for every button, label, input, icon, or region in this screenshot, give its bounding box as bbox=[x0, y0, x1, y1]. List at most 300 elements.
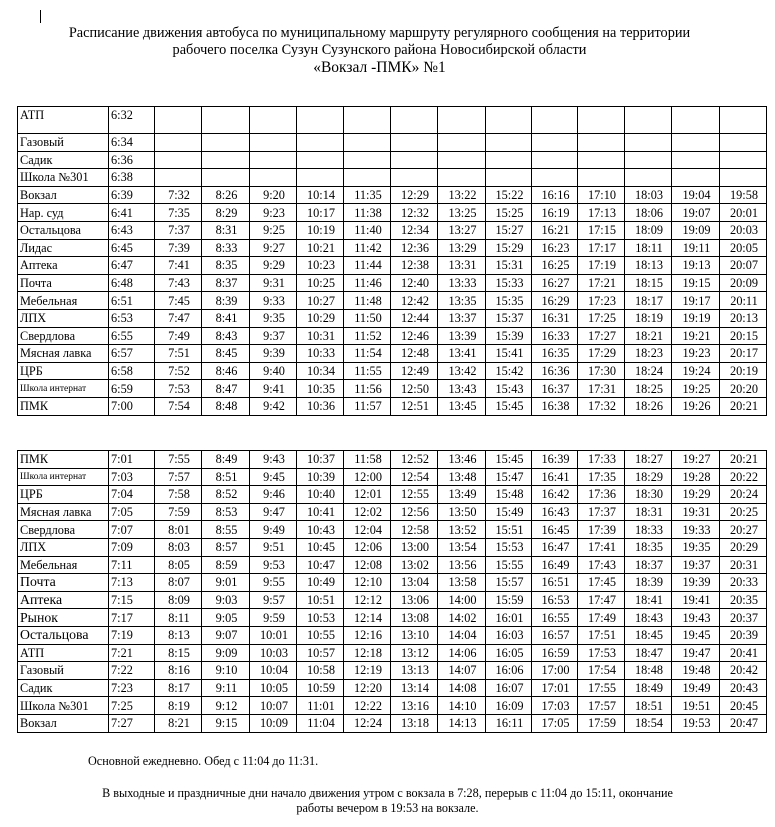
empty-cell bbox=[250, 151, 297, 169]
departure-time: 11:44 bbox=[344, 257, 391, 275]
empty-cell bbox=[202, 134, 250, 152]
departure-time: 13:29 bbox=[438, 239, 486, 257]
departure-time: 17:10 bbox=[578, 186, 625, 204]
departure-time: 11:46 bbox=[344, 274, 391, 292]
empty-cell bbox=[486, 134, 532, 152]
departure-time: 10:14 bbox=[297, 186, 344, 204]
table-row bbox=[18, 521, 767, 539]
departure-time: 7:52 bbox=[155, 362, 202, 380]
departure-time: 18:24 bbox=[625, 362, 672, 380]
departure-time: 16:39 bbox=[532, 451, 578, 469]
departure-time: 16:36 bbox=[532, 362, 578, 380]
departure-time: 9:41 bbox=[250, 380, 297, 398]
departure-time: 8:16 bbox=[155, 662, 202, 680]
stop-name: ПМК bbox=[18, 397, 109, 415]
departure-time: 20:21 bbox=[720, 451, 767, 469]
departure-time: 9:12 bbox=[202, 697, 250, 715]
departure-time: 10:01 bbox=[250, 626, 297, 644]
departure-time: 13:48 bbox=[438, 468, 486, 486]
departure-time: 9:31 bbox=[250, 274, 297, 292]
empty-cell bbox=[202, 151, 250, 169]
departure-time: 20:20 bbox=[720, 380, 767, 398]
departure-time: 18:45 bbox=[625, 626, 672, 644]
departure-time: 11:50 bbox=[344, 309, 391, 327]
empty-cell bbox=[438, 169, 486, 187]
departure-time: 19:09 bbox=[672, 221, 720, 239]
departure-time: 10:43 bbox=[297, 521, 344, 539]
departure-time: 12:18 bbox=[344, 644, 391, 662]
departure-time: 12:12 bbox=[344, 591, 391, 609]
departure-time: 6:59 bbox=[109, 380, 155, 398]
departure-time: 19:47 bbox=[672, 644, 720, 662]
table-row bbox=[18, 451, 767, 469]
departure-time: 19:37 bbox=[672, 556, 720, 574]
table-row bbox=[18, 609, 767, 627]
departure-time: 7:01 bbox=[109, 451, 155, 469]
departure-time: 15:25 bbox=[486, 204, 532, 222]
departure-time: 8:51 bbox=[202, 468, 250, 486]
outbound-timetable bbox=[17, 106, 767, 416]
departure-time: 8:52 bbox=[202, 486, 250, 504]
departure-time: 13:22 bbox=[438, 186, 486, 204]
departure-time: 9:43 bbox=[250, 451, 297, 469]
table-row bbox=[18, 662, 767, 680]
empty-cell bbox=[155, 169, 202, 187]
departure-time: 18:43 bbox=[625, 609, 672, 627]
departure-time: 8:11 bbox=[155, 609, 202, 627]
departure-time: 11:55 bbox=[344, 362, 391, 380]
stop-name: Садик bbox=[18, 679, 109, 697]
departure-time: 17:55 bbox=[578, 679, 625, 697]
empty-cell bbox=[720, 169, 767, 187]
departure-time: 6:45 bbox=[109, 239, 155, 257]
departure-time: 13:35 bbox=[438, 292, 486, 310]
departure-time: 9:57 bbox=[250, 591, 297, 609]
departure-time: 17:47 bbox=[578, 591, 625, 609]
stop-name: Аптека bbox=[18, 257, 109, 275]
departure-time: 12:56 bbox=[391, 503, 438, 521]
departure-time: 12:40 bbox=[391, 274, 438, 292]
departure-time: 19:21 bbox=[672, 327, 720, 345]
stop-name: Мебельная bbox=[18, 292, 109, 310]
departure-time: 14:07 bbox=[438, 662, 486, 680]
departure-time: 17:05 bbox=[532, 714, 578, 732]
departure-time: 18:31 bbox=[625, 503, 672, 521]
stop-name: Вокзал bbox=[18, 186, 109, 204]
departure-time: 8:55 bbox=[202, 521, 250, 539]
departure-time: 7:57 bbox=[155, 468, 202, 486]
departure-time: 12:44 bbox=[391, 309, 438, 327]
empty-cell bbox=[155, 151, 202, 169]
departure-time: 7:58 bbox=[155, 486, 202, 504]
departure-time: 16:27 bbox=[532, 274, 578, 292]
table-row bbox=[18, 134, 767, 152]
empty-cell bbox=[672, 134, 720, 152]
departure-time: 15:29 bbox=[486, 239, 532, 257]
departure-time: 12:02 bbox=[344, 503, 391, 521]
stop-name: Остальцова bbox=[18, 626, 109, 644]
departure-time: 18:26 bbox=[625, 397, 672, 415]
stop-name: Мебельная bbox=[18, 556, 109, 574]
departure-time: 20:11 bbox=[720, 292, 767, 310]
table-row bbox=[18, 221, 767, 239]
departure-time: 12:58 bbox=[391, 521, 438, 539]
departure-time: 20:35 bbox=[720, 591, 767, 609]
departure-time: 16:31 bbox=[532, 309, 578, 327]
departure-time: 7:09 bbox=[109, 538, 155, 556]
departure-time: 11:54 bbox=[344, 345, 391, 363]
departure-time: 15:45 bbox=[486, 451, 532, 469]
departure-time: 9:51 bbox=[250, 538, 297, 556]
departure-time: 17:21 bbox=[578, 274, 625, 292]
table-row bbox=[18, 186, 767, 204]
departure-time: 12:20 bbox=[344, 679, 391, 697]
departure-time: 20:03 bbox=[720, 221, 767, 239]
departure-time: 18:19 bbox=[625, 309, 672, 327]
title-line-1: Расписание движения автобуса по муниципальному маршруту регулярного сообщения на территории bbox=[68, 25, 691, 41]
table-row bbox=[18, 644, 767, 662]
departure-time: 7:25 bbox=[109, 697, 155, 715]
departure-time: 18:41 bbox=[625, 591, 672, 609]
stop-name: Школа №301 bbox=[18, 697, 109, 715]
departure-time: 18:33 bbox=[625, 521, 672, 539]
departure-time: 19:49 bbox=[672, 679, 720, 697]
departure-time: 19:41 bbox=[672, 591, 720, 609]
departure-time: 17:37 bbox=[578, 503, 625, 521]
departure-time: 10:57 bbox=[297, 644, 344, 662]
departure-time: 13:39 bbox=[438, 327, 486, 345]
departure-time: 7:27 bbox=[109, 714, 155, 732]
departure-time: 12:55 bbox=[391, 486, 438, 504]
departure-time: 10:39 bbox=[297, 468, 344, 486]
departure-time: 20:39 bbox=[720, 626, 767, 644]
departure-time: 20:21 bbox=[720, 397, 767, 415]
departure-time: 8:49 bbox=[202, 451, 250, 469]
stop-name: Садик bbox=[18, 151, 109, 169]
departure-time: 15:48 bbox=[486, 486, 532, 504]
stop-name: Школа интернат bbox=[18, 380, 109, 398]
departure-time: 10:40 bbox=[297, 486, 344, 504]
table-row bbox=[18, 380, 767, 398]
stop-name: Свердлова bbox=[18, 327, 109, 345]
departure-time: 7:59 bbox=[155, 503, 202, 521]
table-row bbox=[18, 538, 767, 556]
departure-time: 17:49 bbox=[578, 609, 625, 627]
departure-time: 12:01 bbox=[344, 486, 391, 504]
departure-time: 8:59 bbox=[202, 556, 250, 574]
departure-time: 18:54 bbox=[625, 714, 672, 732]
daily-note: Основной ежедневно. Обед с 11:04 до 11:31. bbox=[88, 754, 319, 768]
departure-time: 10:29 bbox=[297, 309, 344, 327]
departure-time: 7:54 bbox=[155, 397, 202, 415]
departure-time: 17:57 bbox=[578, 697, 625, 715]
departure-time: 12:36 bbox=[391, 239, 438, 257]
departure-time: 7:19 bbox=[109, 626, 155, 644]
departure-time: 18:51 bbox=[625, 697, 672, 715]
departure-time: 8:46 bbox=[202, 362, 250, 380]
departure-time: 17:15 bbox=[578, 221, 625, 239]
departure-time: 10:04 bbox=[250, 662, 297, 680]
stop-name: ЛПХ bbox=[18, 309, 109, 327]
departure-time: 19:58 bbox=[720, 186, 767, 204]
stop-name: Школа интернат bbox=[18, 468, 109, 486]
departure-time: 12:16 bbox=[344, 626, 391, 644]
departure-time: 19:26 bbox=[672, 397, 720, 415]
departure-time: 15:35 bbox=[486, 292, 532, 310]
departure-time: 10:21 bbox=[297, 239, 344, 257]
departure-time: 16:37 bbox=[532, 380, 578, 398]
departure-time: 7:15 bbox=[109, 591, 155, 609]
departure-time: 18:03 bbox=[625, 186, 672, 204]
departure-time: 7:45 bbox=[155, 292, 202, 310]
table-row bbox=[18, 591, 767, 609]
departure-time: 12:54 bbox=[391, 468, 438, 486]
departure-time: 10:31 bbox=[297, 327, 344, 345]
departure-time: 17:51 bbox=[578, 626, 625, 644]
departure-time: 10:23 bbox=[297, 257, 344, 275]
departure-time: 17:30 bbox=[578, 362, 625, 380]
departure-time: 17:01 bbox=[532, 679, 578, 697]
departure-time: 10:55 bbox=[297, 626, 344, 644]
departure-time: 18:17 bbox=[625, 292, 672, 310]
departure-time: 20:42 bbox=[720, 662, 767, 680]
departure-time: 10:35 bbox=[297, 380, 344, 398]
departure-time: 19:07 bbox=[672, 204, 720, 222]
departure-time: 18:15 bbox=[625, 274, 672, 292]
departure-time: 7:43 bbox=[155, 274, 202, 292]
empty-cell bbox=[625, 151, 672, 169]
departure-time: 16:07 bbox=[486, 679, 532, 697]
departure-time: 13:25 bbox=[438, 204, 486, 222]
departure-time: 18:13 bbox=[625, 257, 672, 275]
table-row bbox=[18, 169, 767, 187]
departure-time: 18:25 bbox=[625, 380, 672, 398]
departure-time: 10:59 bbox=[297, 679, 344, 697]
departure-time: 11:42 bbox=[344, 239, 391, 257]
stop-name: ЛПХ bbox=[18, 538, 109, 556]
departure-time: 7:07 bbox=[109, 521, 155, 539]
departure-time: 9:55 bbox=[250, 574, 297, 592]
departure-time: 8:43 bbox=[202, 327, 250, 345]
departure-time: 13:46 bbox=[438, 451, 486, 469]
departure-time: 16:41 bbox=[532, 468, 578, 486]
departure-time: 17:25 bbox=[578, 309, 625, 327]
departure-time: 13:06 bbox=[391, 591, 438, 609]
departure-time: 8:47 bbox=[202, 380, 250, 398]
departure-time: 12:22 bbox=[344, 697, 391, 715]
departure-time: 15:43 bbox=[486, 380, 532, 398]
departure-time: 7:00 bbox=[109, 397, 155, 415]
departure-time: 12:49 bbox=[391, 362, 438, 380]
departure-time: 9:07 bbox=[202, 626, 250, 644]
departure-time: 6:36 bbox=[109, 151, 155, 169]
departure-time: 13:14 bbox=[391, 679, 438, 697]
stop-name: Аптека bbox=[18, 591, 109, 609]
departure-time: 12:24 bbox=[344, 714, 391, 732]
empty-cell bbox=[155, 134, 202, 152]
departure-time: 16:42 bbox=[532, 486, 578, 504]
departure-time: 15:55 bbox=[486, 556, 532, 574]
departure-time: 13:52 bbox=[438, 521, 486, 539]
inbound-timetable bbox=[17, 450, 767, 733]
departure-time: 18:39 bbox=[625, 574, 672, 592]
table-row bbox=[18, 714, 767, 732]
departure-time: 16:06 bbox=[486, 662, 532, 680]
departure-time: 14:10 bbox=[438, 697, 486, 715]
departure-time: 13:54 bbox=[438, 538, 486, 556]
empty-cell bbox=[578, 107, 625, 134]
departure-time: 10:45 bbox=[297, 538, 344, 556]
departure-time: 16:57 bbox=[532, 626, 578, 644]
departure-time: 9:09 bbox=[202, 644, 250, 662]
departure-time: 17:17 bbox=[578, 239, 625, 257]
empty-cell bbox=[486, 151, 532, 169]
departure-time: 10:47 bbox=[297, 556, 344, 574]
weekend-note bbox=[0, 786, 775, 816]
departure-time: 11:57 bbox=[344, 397, 391, 415]
departure-time: 10:34 bbox=[297, 362, 344, 380]
empty-cell bbox=[391, 107, 438, 134]
departure-time: 13:00 bbox=[391, 538, 438, 556]
departure-time: 19:04 bbox=[672, 186, 720, 204]
empty-cell bbox=[720, 107, 767, 134]
empty-cell bbox=[155, 107, 202, 134]
stop-name: Остальцова bbox=[18, 221, 109, 239]
departure-time: 12:29 bbox=[391, 186, 438, 204]
departure-time: 9:45 bbox=[250, 468, 297, 486]
departure-time: 7:35 bbox=[155, 204, 202, 222]
departure-time: 15:51 bbox=[486, 521, 532, 539]
departure-time: 7:03 bbox=[109, 468, 155, 486]
empty-cell bbox=[672, 169, 720, 187]
departure-time: 16:55 bbox=[532, 609, 578, 627]
departure-time: 8:33 bbox=[202, 239, 250, 257]
empty-cell bbox=[720, 134, 767, 152]
departure-time: 13:45 bbox=[438, 397, 486, 415]
departure-time: 19:31 bbox=[672, 503, 720, 521]
departure-time: 16:45 bbox=[532, 521, 578, 539]
departure-time: 13:08 bbox=[391, 609, 438, 627]
departure-time: 8:15 bbox=[155, 644, 202, 662]
empty-cell bbox=[532, 134, 578, 152]
departure-time: 8:01 bbox=[155, 521, 202, 539]
empty-cell bbox=[297, 134, 344, 152]
departure-time: 7:49 bbox=[155, 327, 202, 345]
empty-cell bbox=[202, 169, 250, 187]
departure-time: 12:38 bbox=[391, 257, 438, 275]
departure-time: 7:47 bbox=[155, 309, 202, 327]
departure-time: 14:06 bbox=[438, 644, 486, 662]
departure-time: 14:08 bbox=[438, 679, 486, 697]
departure-time: 19:35 bbox=[672, 538, 720, 556]
departure-time: 20:15 bbox=[720, 327, 767, 345]
departure-time: 18:21 bbox=[625, 327, 672, 345]
empty-cell bbox=[625, 134, 672, 152]
departure-time: 10:53 bbox=[297, 609, 344, 627]
empty-cell bbox=[486, 169, 532, 187]
departure-time: 15:22 bbox=[486, 186, 532, 204]
departure-time: 20:33 bbox=[720, 574, 767, 592]
departure-time: 8:41 bbox=[202, 309, 250, 327]
empty-cell bbox=[297, 151, 344, 169]
departure-time: 8:05 bbox=[155, 556, 202, 574]
departure-time: 13:43 bbox=[438, 380, 486, 398]
departure-time: 9:27 bbox=[250, 239, 297, 257]
departure-time: 20:27 bbox=[720, 521, 767, 539]
departure-time: 12:42 bbox=[391, 292, 438, 310]
departure-time: 19:19 bbox=[672, 309, 720, 327]
empty-cell bbox=[486, 107, 532, 134]
departure-time: 8:37 bbox=[202, 274, 250, 292]
departure-time: 7:11 bbox=[109, 556, 155, 574]
empty-cell bbox=[391, 151, 438, 169]
departure-time: 8:26 bbox=[202, 186, 250, 204]
departure-time: 19:11 bbox=[672, 239, 720, 257]
departure-time: 16:49 bbox=[532, 556, 578, 574]
departure-time: 10:33 bbox=[297, 345, 344, 363]
departure-time: 7:22 bbox=[109, 662, 155, 680]
departure-time: 10:07 bbox=[250, 697, 297, 715]
departure-time: 19:51 bbox=[672, 697, 720, 715]
departure-time: 7:21 bbox=[109, 644, 155, 662]
departure-time: 9:37 bbox=[250, 327, 297, 345]
departure-time: 18:11 bbox=[625, 239, 672, 257]
departure-time: 17:53 bbox=[578, 644, 625, 662]
departure-time: 8:07 bbox=[155, 574, 202, 592]
departure-time: 13:42 bbox=[438, 362, 486, 380]
departure-time: 17:45 bbox=[578, 574, 625, 592]
departure-time: 13:02 bbox=[391, 556, 438, 574]
departure-time: 10:41 bbox=[297, 503, 344, 521]
departure-time: 15:41 bbox=[486, 345, 532, 363]
departure-time: 18:49 bbox=[625, 679, 672, 697]
departure-time: 10:51 bbox=[297, 591, 344, 609]
departure-time: 13:50 bbox=[438, 503, 486, 521]
departure-time: 20:07 bbox=[720, 257, 767, 275]
departure-time: 8:21 bbox=[155, 714, 202, 732]
departure-time: 13:31 bbox=[438, 257, 486, 275]
empty-cell bbox=[578, 134, 625, 152]
stop-name: Рынок bbox=[18, 609, 109, 627]
departure-time: 9:59 bbox=[250, 609, 297, 627]
departure-time: 8:45 bbox=[202, 345, 250, 363]
empty-cell bbox=[532, 169, 578, 187]
departure-time: 11:35 bbox=[344, 186, 391, 204]
departure-time: 9:49 bbox=[250, 521, 297, 539]
table-row bbox=[18, 626, 767, 644]
departure-time: 20:41 bbox=[720, 644, 767, 662]
departure-time: 9:01 bbox=[202, 574, 250, 592]
departure-time: 16:16 bbox=[532, 186, 578, 204]
empty-cell bbox=[344, 169, 391, 187]
table-row bbox=[18, 486, 767, 504]
departure-time: 19:15 bbox=[672, 274, 720, 292]
empty-cell bbox=[202, 107, 250, 134]
departure-time: 6:39 bbox=[109, 186, 155, 204]
table-row bbox=[18, 204, 767, 222]
stop-name: Почта bbox=[18, 274, 109, 292]
departure-time: 15:27 bbox=[486, 221, 532, 239]
departure-time: 8:09 bbox=[155, 591, 202, 609]
departure-time: 17:32 bbox=[578, 397, 625, 415]
departure-time: 13:41 bbox=[438, 345, 486, 363]
departure-time: 10:36 bbox=[297, 397, 344, 415]
departure-time: 13:37 bbox=[438, 309, 486, 327]
departure-time: 17:36 bbox=[578, 486, 625, 504]
table-row bbox=[18, 151, 767, 169]
empty-cell bbox=[578, 151, 625, 169]
departure-time: 20:22 bbox=[720, 468, 767, 486]
